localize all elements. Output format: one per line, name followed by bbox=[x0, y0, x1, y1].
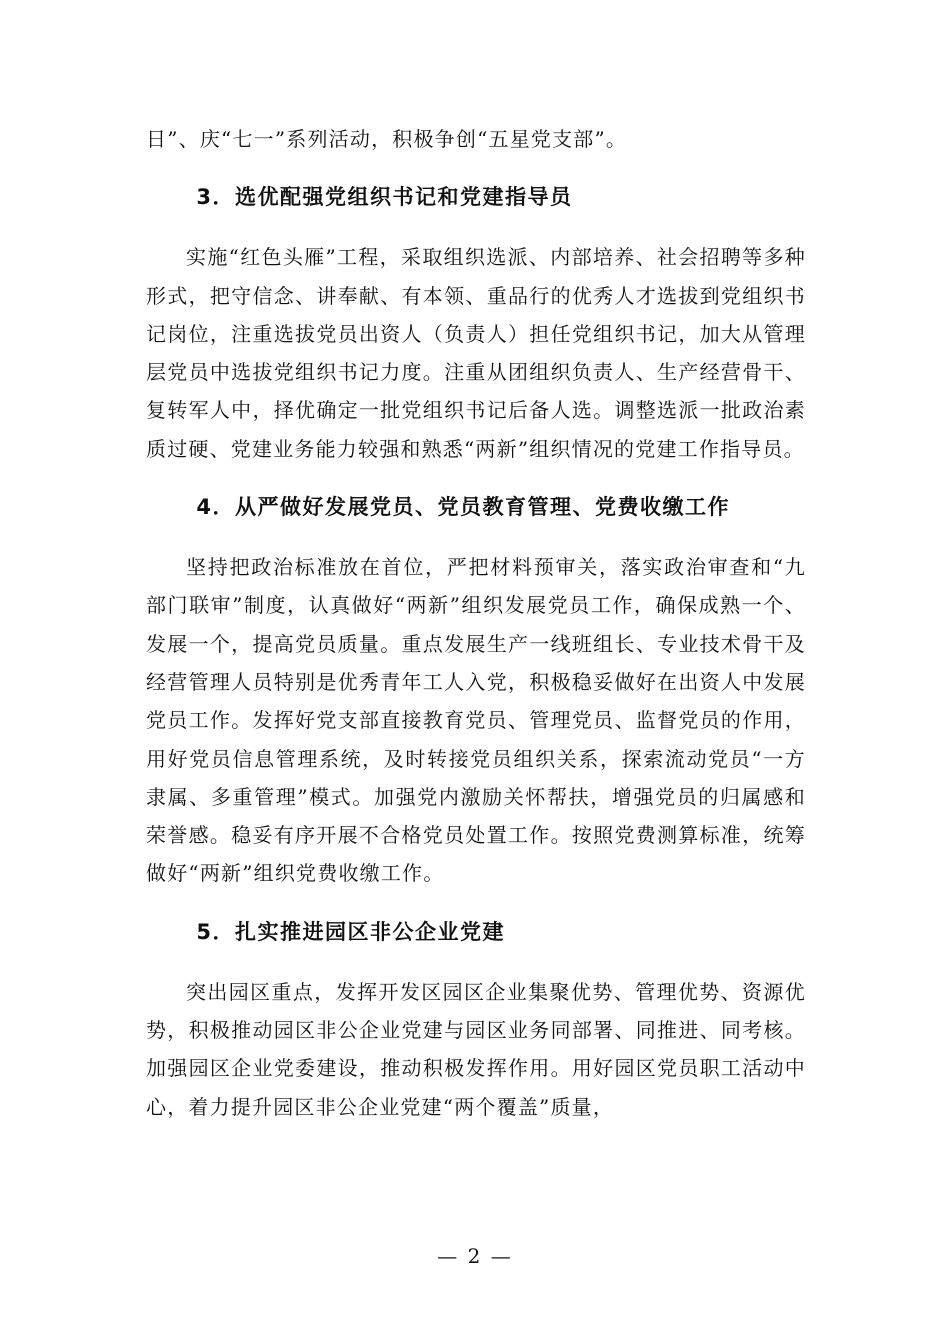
paragraph-section-5: 突出园区重点，发挥开发区园区企业集聚优势、管理优势、资源优势，积极推动园区非公企业党建与园区业务同部署、同推进、同考核。加强园区企业党委建设，推动积极发挥作用。用好园区党员职工活动中心，着力提升园区非公企业党建“两个覆盖”质量， bbox=[146, 979, 806, 1119]
section-heading-4: 4．从严做好发展党员、党员教育管理、党费收缴工作 bbox=[196, 495, 731, 520]
section-heading-5: 5．扎实推进园区非公企业党建 bbox=[196, 919, 506, 944]
paragraph-section-4: 坚持把政治标准放在首位，严把材料预审关，落实政治审查和“九部门联审”制度，认真做好“两新”组织发展党员工作，确保成熟一个、发展一个，提高党员质量。重点发展生产一线班组长、专业技术骨干及经营管理人员特别是优秀青年工人入党，积极稳妥做好在出资人中发展党员工作。发挥好党支部直接教育党员、管理党员、监督党员的作用，用好党员信息管理系统，及时转接党员组织关系，探索流动党员“一方隶属、多重管理”模式。加强党内激励关怀帮扶，增强党员的归属感和荣誉感。稳妥有序开展不合格党员处置工作。按照党费测算标准，统筹做好“两新”组织党费收缴工作。 bbox=[146, 555, 806, 886]
section-heading-3: 3．选优配强党组织书记和党建指导员 bbox=[196, 185, 573, 210]
page-number: — 2 — bbox=[437, 1244, 513, 1268]
document-body bbox=[146, 120, 806, 1126]
paragraph-continued: 日”、庆“七一”系列活动，积极争创“五星党支部”。 bbox=[146, 127, 628, 151]
paragraph-section-3: 实施“红色头雁”工程，采取组织选派、内部培养、社会招聘等多种形式，把守信念、讲奉献、有本领、重品行的优秀人才选拔到党组织书记岗位，注重选拔党员出资人（负责人）担任党组织书记，加大从管理层党员中选拔党组织书记力度。注重从团组织负责人、生产经营骨干、复转军人中，择优确定一批党组织书记后备人选。调整选派一批政治素质过硬、党建业务能力较强和熟悉“两新”组织情况的党建工作指导员。 bbox=[146, 245, 806, 461]
